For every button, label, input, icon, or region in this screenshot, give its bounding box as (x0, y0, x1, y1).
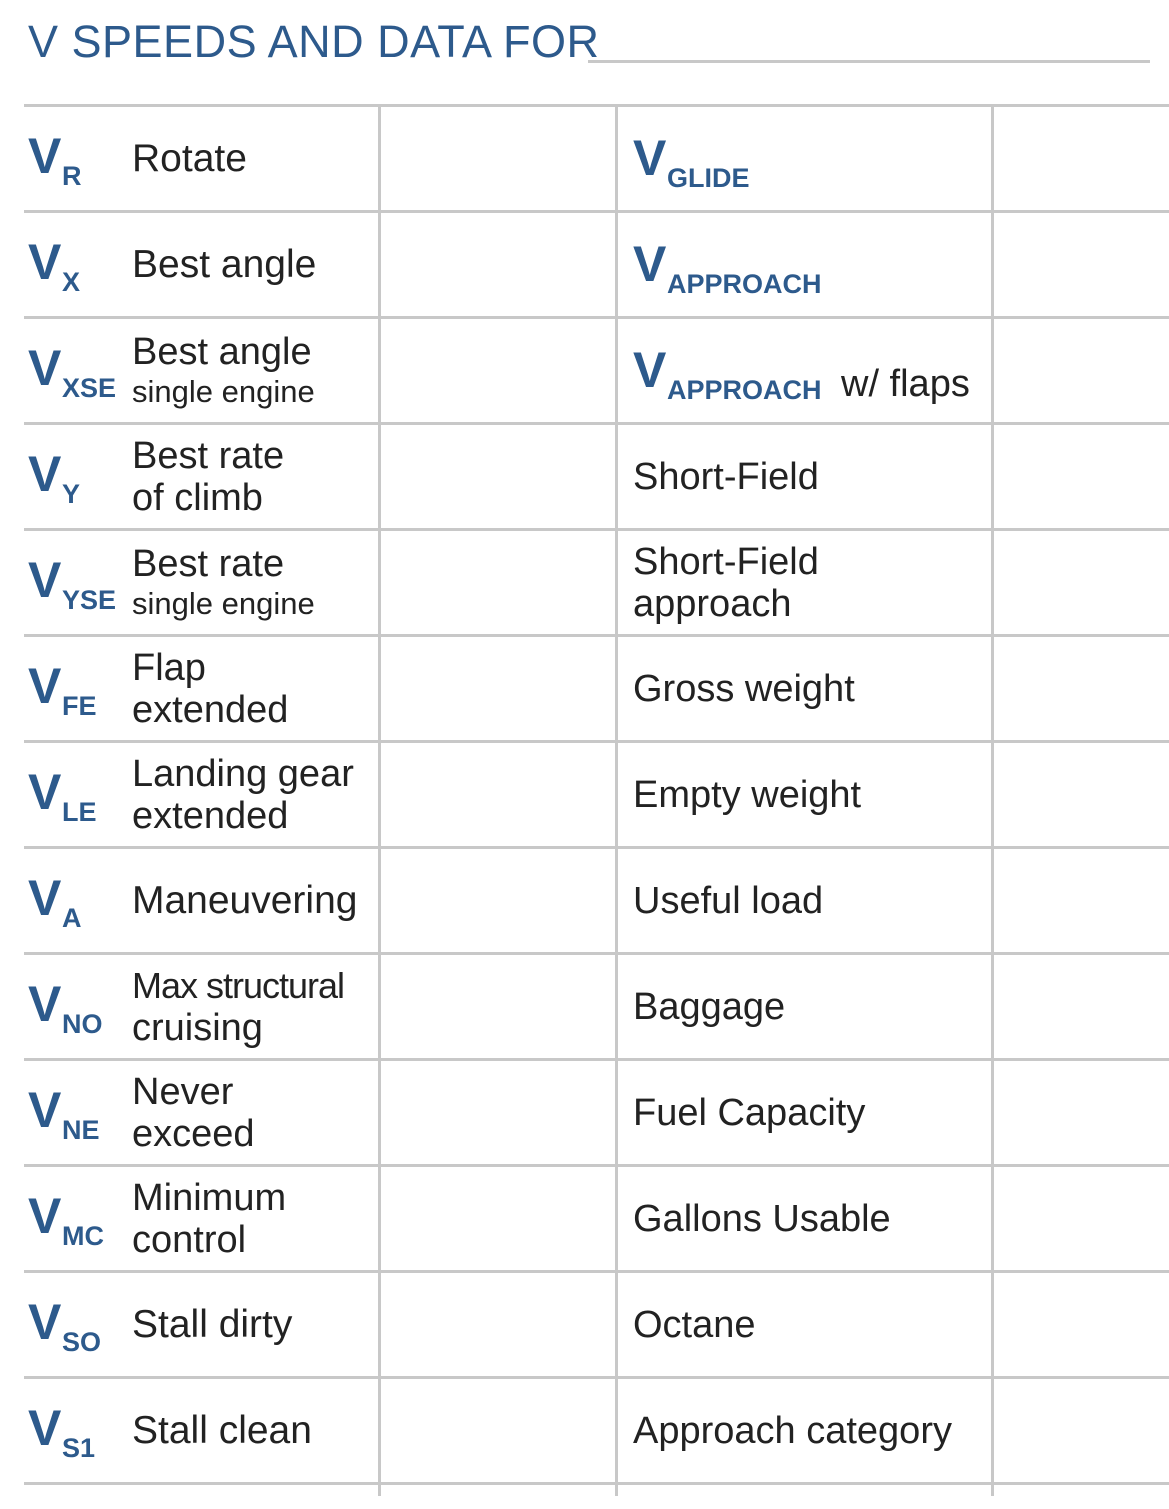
desc-line-2: extended (132, 688, 289, 731)
v-speed-symbol (633, 107, 988, 210)
data-label-cell (618, 1379, 991, 1482)
table-row (24, 319, 1169, 425)
data-label-line-1: Octane (633, 1303, 756, 1346)
v-letter: V (28, 870, 62, 926)
data-label-cell (618, 637, 991, 740)
desc-line-1: Stall dirty (132, 1302, 293, 1346)
data-label (633, 425, 988, 528)
v-speed-symbol (28, 425, 133, 528)
v-letter: V (633, 130, 667, 186)
table-row (24, 955, 1169, 1061)
table-row (24, 1379, 1169, 1485)
desc-line-1: Rotate (132, 136, 247, 180)
v-subscript: SO (62, 1327, 102, 1357)
speed-description (132, 1167, 377, 1270)
speed-description (132, 1273, 377, 1376)
v-speed-symbol (633, 213, 988, 316)
v-subscript: APPROACH (667, 375, 822, 405)
data-label-cell (618, 743, 991, 846)
v-subscript: GLIDE (667, 163, 750, 193)
v-subscript: NO (62, 1009, 103, 1039)
v-letter: V (28, 1294, 62, 1350)
v-letter: V (28, 1188, 62, 1244)
speed-description (132, 213, 377, 316)
data-value-field[interactable] (994, 107, 1169, 210)
speed-description (132, 637, 377, 740)
table-row (24, 107, 1169, 213)
v-letter: V (28, 764, 62, 820)
speed-value-field[interactable] (381, 637, 615, 740)
data-label-line-1: Short-Field (633, 455, 819, 498)
data-label-cell (618, 213, 991, 316)
speed-description (132, 425, 377, 528)
speed-label-cell (24, 107, 378, 210)
speed-label-cell (24, 849, 378, 952)
table-row (24, 743, 1169, 849)
v-speed-symbol (28, 319, 133, 422)
data-value-field[interactable] (994, 743, 1169, 846)
desc-line-2: of climb (132, 476, 263, 519)
data-label-cell (618, 107, 991, 210)
data-label (633, 637, 988, 740)
v-letter: V (28, 446, 62, 502)
data-value-field[interactable] (994, 213, 1169, 316)
data-value-field[interactable] (994, 1273, 1169, 1376)
data-label-cell (618, 425, 991, 528)
v-speed-symbol (28, 531, 133, 634)
data-label-cell (618, 1061, 991, 1164)
data-label-line-1: Empty weight (633, 773, 862, 816)
speed-value-field[interactable] (381, 213, 615, 316)
v-letter: V (28, 976, 62, 1032)
v-subscript: FE (62, 691, 97, 721)
speed-description (132, 107, 377, 210)
data-label-line-1: Short-Field (633, 540, 819, 583)
speed-label-cell (24, 319, 378, 422)
desc-line-2: single engine (132, 373, 315, 409)
v-subscript: NE (62, 1115, 100, 1145)
speed-value-field[interactable] (381, 955, 615, 1058)
desc-line-2: extended (132, 794, 289, 837)
v-subscript: XSE (62, 373, 117, 403)
page-title: V SPEEDS AND DATA FOR (28, 16, 600, 67)
v-speed-symbol (28, 1379, 133, 1482)
desc-line-2: cruising (132, 1006, 263, 1049)
v-speed-symbol (28, 1061, 133, 1164)
speed-description (132, 531, 377, 634)
speed-label-cell (24, 425, 378, 528)
data-label-line-1: Approach category (633, 1409, 952, 1452)
speed-description (132, 319, 377, 422)
speed-label-cell (24, 743, 378, 846)
speed-label-cell (24, 1167, 378, 1270)
speed-description (132, 1379, 377, 1482)
desc-line-1: Flap (132, 646, 206, 689)
speed-label-cell (24, 637, 378, 740)
v-speed-symbol (633, 319, 988, 422)
v-subscript: MC (62, 1221, 104, 1251)
data-value-field[interactable] (994, 1061, 1169, 1164)
data-label-cell (618, 531, 991, 634)
data-value-field[interactable] (994, 849, 1169, 952)
v-speed-symbol (28, 637, 133, 740)
data-label-line-1: Gallons Usable (633, 1197, 891, 1240)
speed-label-cell (24, 1273, 378, 1376)
desc-line-1: Best angle (132, 242, 317, 286)
v-subscript: APPROACH (667, 269, 822, 299)
v-speed-symbol (28, 1273, 133, 1376)
v-speed-symbol (28, 107, 133, 210)
flaps-suffix: w/ flaps (841, 363, 970, 405)
data-label-line-1: Fuel Capacity (633, 1091, 866, 1134)
speed-description (132, 955, 377, 1058)
desc-line-1: Best angle (132, 330, 312, 373)
data-label-cell (618, 319, 991, 422)
speed-label-cell (24, 955, 378, 1058)
speed-label-cell (24, 213, 378, 316)
data-label-cell (618, 955, 991, 1058)
v-subscript: A (62, 903, 82, 933)
data-label (633, 743, 988, 846)
speed-description (132, 849, 377, 952)
data-label-line-1: Gross weight (633, 667, 855, 710)
table-row (24, 531, 1169, 637)
speed-value-field[interactable] (381, 531, 615, 634)
data-value-field[interactable] (994, 1379, 1169, 1482)
table-row (24, 213, 1169, 319)
desc-line-1: Never (132, 1070, 234, 1113)
v-letter: V (633, 342, 667, 398)
speed-value-field[interactable] (381, 107, 615, 210)
speed-value-field[interactable] (381, 1273, 615, 1376)
v-speed-symbol (28, 955, 133, 1058)
v-letter: V (28, 1082, 62, 1138)
v-subscript: LE (62, 797, 97, 827)
v-letter: V (28, 552, 62, 608)
table-row (24, 1061, 1169, 1167)
desc-line-2: exceed (132, 1112, 255, 1155)
data-label-line-1: Useful load (633, 879, 824, 922)
v-letter: V (28, 658, 62, 714)
data-value-field[interactable] (994, 319, 1169, 422)
data-label (633, 531, 988, 634)
v-letter: V (28, 128, 62, 184)
speed-description (132, 1061, 377, 1164)
desc-line-1: Minimum (132, 1176, 287, 1219)
speed-label-cell (24, 1061, 378, 1164)
v-letter: V (28, 234, 62, 290)
speed-value-field[interactable] (381, 1061, 615, 1164)
speed-description (132, 743, 377, 846)
data-label (633, 1379, 988, 1482)
data-label-line-1: Baggage (633, 985, 786, 1028)
speed-value-field[interactable] (381, 849, 615, 952)
data-label-line-2: approach (633, 582, 792, 625)
v-subscript: Y (62, 479, 81, 509)
desc-line-1: Max structural (132, 964, 345, 1006)
table-row (24, 1167, 1169, 1273)
v-subscript: YSE (62, 585, 117, 615)
v-letter: V (28, 1400, 62, 1456)
data-value-field[interactable] (994, 425, 1169, 528)
data-label (633, 1273, 988, 1376)
speed-value-field[interactable] (381, 743, 615, 846)
v-subscript: X (62, 267, 81, 297)
data-label (633, 1167, 988, 1270)
data-label (633, 1061, 988, 1164)
speed-label-cell (24, 531, 378, 634)
speed-value-field[interactable] (381, 425, 615, 528)
desc-line-2: control (132, 1218, 247, 1261)
data-value-field[interactable] (994, 637, 1169, 740)
desc-line-2: single engine (132, 585, 315, 621)
v-subscript: S1 (62, 1433, 96, 1463)
v-speed-symbol (28, 1167, 133, 1270)
desc-line-1: Stall clean (132, 1408, 312, 1452)
desc-line-1: Best rate (132, 542, 285, 585)
speed-value-field[interactable] (381, 1379, 615, 1482)
speed-value-field[interactable] (381, 1167, 615, 1270)
v-speeds-table (24, 104, 1169, 1496)
v-letter: V (633, 236, 667, 292)
desc-line-1: Landing gear (132, 752, 354, 795)
aircraft-name-blank[interactable] (588, 60, 1150, 63)
table-row (24, 1273, 1169, 1379)
data-value-field[interactable] (994, 1167, 1169, 1270)
speed-value-field[interactable] (381, 319, 615, 422)
desc-line-1: Maneuvering (132, 878, 358, 922)
data-label (633, 849, 988, 952)
data-label-cell (618, 849, 991, 952)
v-speed-symbol (28, 213, 133, 316)
data-label-cell (618, 1273, 991, 1376)
data-label-cell (618, 1167, 991, 1270)
speed-label-cell (24, 1379, 378, 1482)
desc-line-1: Best rate (132, 434, 285, 477)
v-speed-symbol (28, 743, 133, 846)
form-header (28, 12, 1158, 72)
table-row (24, 425, 1169, 531)
data-label (633, 955, 988, 1058)
data-value-field[interactable] (994, 531, 1169, 634)
table-row (24, 849, 1169, 955)
v-letter: V (28, 340, 62, 396)
table-row (24, 637, 1169, 743)
v-subscript: R (62, 161, 82, 191)
v-speed-symbol (28, 849, 133, 952)
data-value-field[interactable] (994, 955, 1169, 1058)
